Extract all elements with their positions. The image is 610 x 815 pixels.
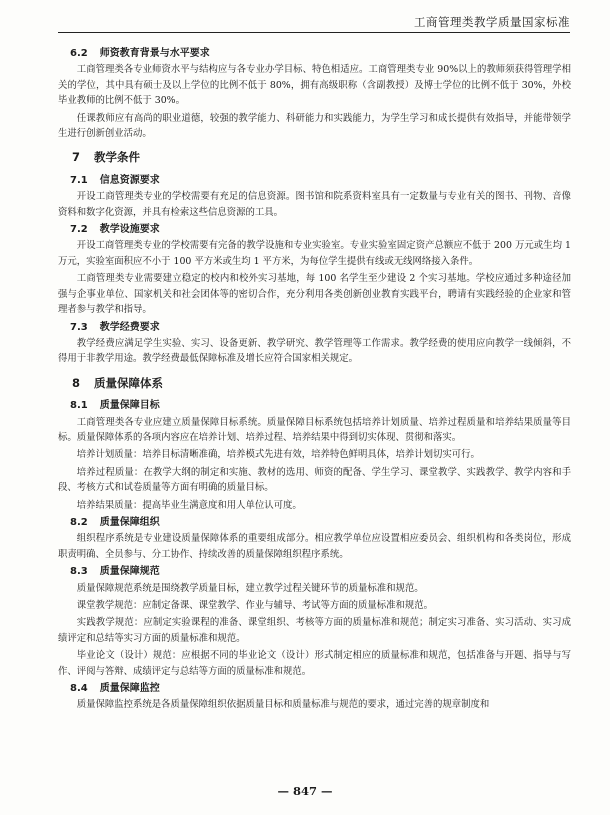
heading-number: 8.1: [70, 400, 88, 412]
subsection-heading: [70, 564, 571, 579]
heading-title: 信息资源要求: [99, 174, 160, 186]
subsection-heading: [70, 398, 571, 413]
heading-title: 质量保障组织: [99, 516, 160, 528]
heading-title: 质量保障监控: [99, 683, 160, 695]
heading-number: 7: [72, 150, 81, 165]
paragraph: 工商管理类各专业师资水平与结构应与各专业办学目标、特色相适应。工商管理类专业 90%以上的教师须获得管理学相关的学位，其中具有硕士及以上学位的比例不低于 80%，拥有高级职称（含副教授）及博士学位的比例不低于 30%，外校毕业教师的比例不低于 30%。: [58, 64, 571, 107]
heading-title: 教学经费要求: [99, 321, 160, 333]
paragraph: 毕业论文（设计）规范：应根据不同的毕业论文（设计）形式制定相应的质量标准和规范，包括准备与开题、指导与写作、评阅与答辩、成绩评定与总结等方面的质量标准和规范。: [58, 650, 571, 677]
paragraph: 教学经费应满足学生实验、实习、设备更新、教学研究、教学管理等工作需求。教学经费的使用应向教学一线倾斜，不得用于非教学用途。教学经费最低保障标准及增长应符合国家相关规定。: [58, 337, 571, 365]
heading-number: 7.1: [70, 174, 88, 186]
heading-number: 7.3: [70, 321, 88, 333]
paragraph: 培养过程质量：在教学大纲的制定和实施、教材的选用、师资的配备、学生学习、课堂教学、实践教学、教学内容和手段、考核方式和试卷质量等方面有明确的质量目标。: [58, 466, 571, 494]
paragraph: 开设工商管理类专业的学校需要有完备的教学设施和专业实验室。专业实验室固定资产总额应不低于 200 万元或生均 1 万元，实验室面积应不小于 100 平方米或生均 1 平方米，为每位学生提供有线或无线网络接入条件。: [58, 240, 571, 267]
subsection-heading: [70, 681, 571, 696]
subsection-heading: [70, 222, 571, 237]
paragraph: 任课教师应有高尚的职业道德，较强的教学能力、科研能力和实践能力，为学生学习和成长提供有效指导，并能带领学生进行创新创业活动。: [58, 112, 571, 140]
heading-title: 教学条件: [94, 150, 141, 165]
heading-number: 8.4: [70, 683, 88, 695]
header-rule: [58, 32, 570, 33]
paragraph: 工商管理类各专业应建立质量保障目标系统。质量保障目标系统包括培养计划质量、培养过程质量和培养结果质量等目标。质量保障体系的各项内容应在培养计划、培养过程、培养结果中得到切实体现、贯彻和落实。: [58, 416, 571, 443]
paragraph: 实践教学规范：应制定实验课程的准备、课堂组织、考核等方面的质量标准和规范；制定实习准备、实习活动、实习成绩评定和总结等实习方面的质量标准和规范。: [58, 617, 571, 644]
subsection-heading: [70, 173, 571, 188]
subsection-heading: [70, 46, 571, 61]
heading-number: 8: [72, 375, 81, 390]
paragraph: 组织程序系统是专业建设质量保障体系的重要组成部分。相应教学单位应设置相应委员会、组织机构和各类岗位，形成职责明确、全员参与、分工协作、持续改善的质量保障组织程序系统。: [58, 533, 571, 560]
subsection-heading: [70, 320, 571, 335]
paragraph: 工商管理类专业需要建立稳定的校内和校外实习基地，每 100 名学生至少建设 2 个实习基地。学校应通过多种途径加强与企事业单位、国家机关和社会团体等的密切合作，充分利用各类创新创业教育实践平台，聘请有实践经验的企业家和管理者参与教学和指导。: [58, 273, 571, 316]
section-heading: [72, 376, 571, 391]
paragraph: 质量保障规范系统是围绕教学质量目标，建立教学过程关键环节的质量标准和规范。: [76, 582, 424, 594]
heading-title: 质量保障目标: [99, 400, 160, 412]
heading-number: 8.3: [70, 566, 88, 578]
heading-title: 教学设施要求: [99, 224, 160, 236]
heading-number: 7.2: [70, 224, 88, 236]
heading-title: 质量保障体系: [94, 375, 164, 390]
subsection-heading: [70, 515, 571, 530]
paragraph: 开设工商管理类专业的学校需要有充足的信息资源。图书馆和院系资料室具有一定数量与专业有关的图书、刊物、音像资料和数字化资源，并具有检索这些信息资源的工具。: [58, 191, 571, 218]
running-header: 工商管理类教学质量国家标准: [414, 15, 570, 29]
document-body: [58, 46, 571, 715]
heading-title: 质量保障规范: [99, 566, 160, 578]
paragraph: 培养结果质量：提高毕业生满意度和用人单位认可度。: [76, 499, 302, 511]
section-heading: [72, 150, 571, 165]
page-number: — 847 —: [277, 784, 333, 798]
paragraph: 课堂教学规范：应制定备课、课堂教学、作业与辅导、考试等方面的质量标准和规范。: [76, 600, 434, 611]
heading-title: 师资教育背景与水平要求: [99, 48, 210, 59]
heading-number: 6.2: [70, 48, 88, 59]
paragraph: 培养计划质量：培养目标清晰准确，培养模式先进有效，培养特色鲜明具体，培养计划切实可行。: [76, 449, 480, 461]
heading-number: 8.2: [70, 516, 88, 528]
paragraph: 质量保障监控系统是各质量保障组织依据质量目标和质量标准与规范的要求，通过完善的规章制度和: [76, 699, 490, 711]
